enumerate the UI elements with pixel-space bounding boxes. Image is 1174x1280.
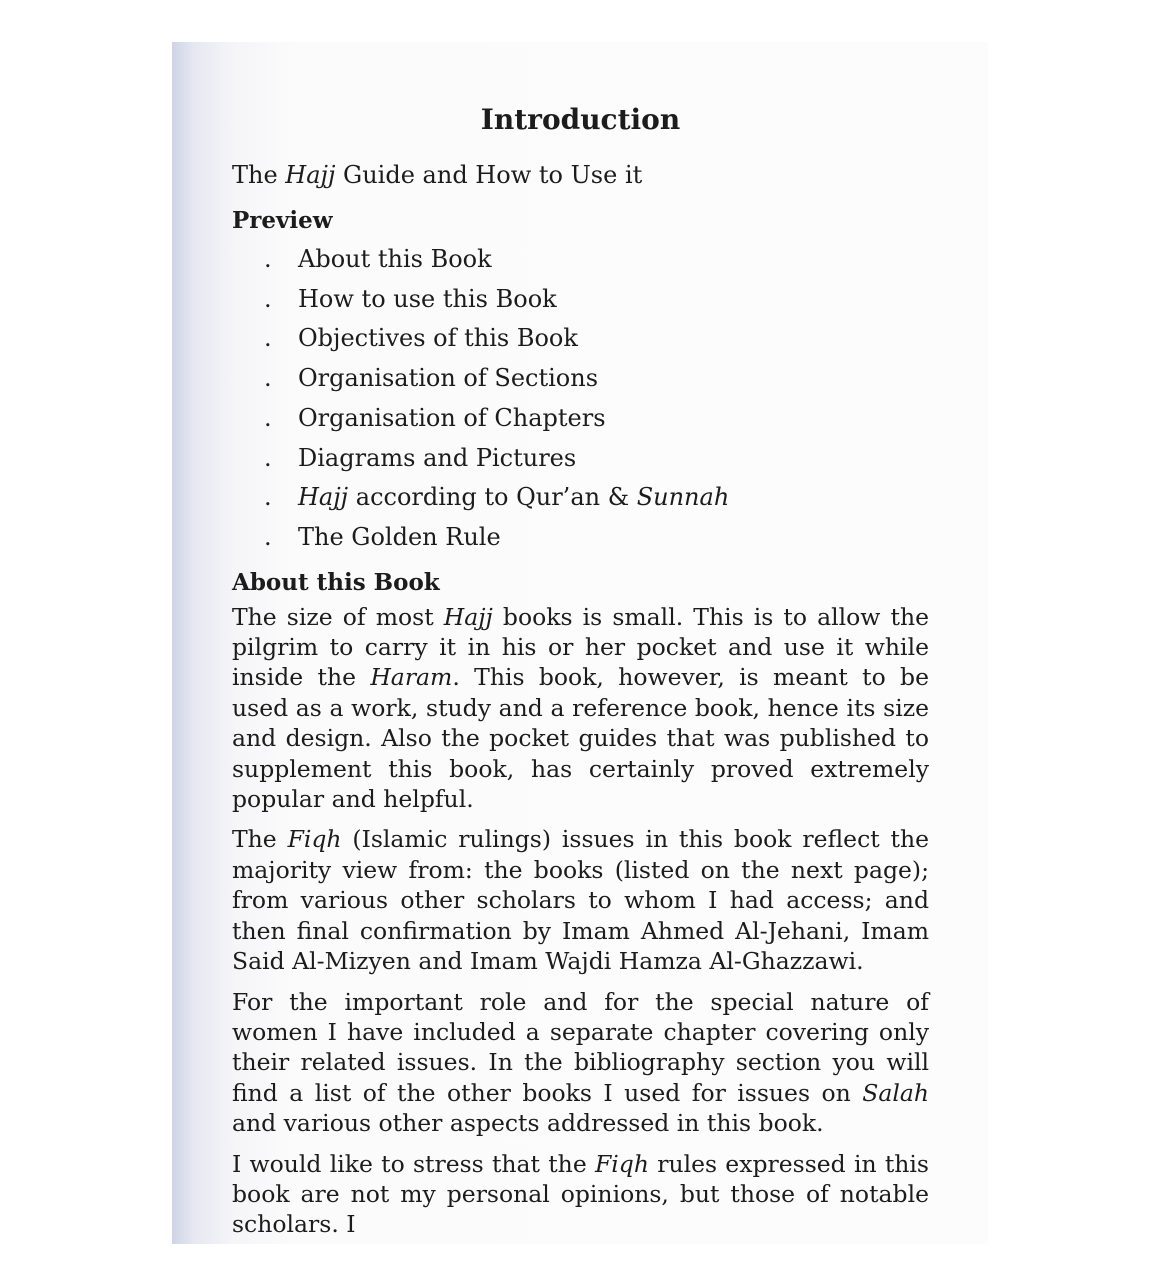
preview-item [232,399,929,439]
paragraph-italic: Salah [862,1078,929,1107]
preview-item [232,319,929,359]
bullet: . [264,324,272,353]
bullet: . [264,364,272,393]
paragraph-italic: Hajj [443,602,493,631]
paragraph-text: books is small. This is to allow the pilgrim to carry it in his or her pocket and use it while inside the [232,602,929,692]
paragraph-text: . This book, however, is meant to be used as a work, study and a reference book, hence its size and design. Also the pocket guides that was published to supplement this book, has certainly proved extremely popular and helpful. [232,663,930,814]
preview-item-label: About this Book [298,245,492,273]
paragraph-text: For the important role and for the special nature of women I have included a separate chapter covering only their related issues. In the bibliography section you will find a list of the other books I used for issues on [232,987,929,1107]
page-content [232,100,929,1240]
paragraph [232,824,929,976]
preview-item-label: The Golden Rule [298,522,501,551]
paragraph-text: I would like to stress that the [232,1149,595,1178]
page-title: Introduction [480,103,681,136]
paragraph [232,1149,929,1240]
preview-item-label: according to Qur’an & [348,483,637,512]
subtitle-italic: Hajj [285,161,336,189]
preview-item-label: How to use this Book [298,284,557,313]
paragraph-text: (Islamic rulings) issues in this book reflect the majority view from: the books (listed on the next page); from various other scholars to whom I had access; and then final confirmation by Imam Ahmed Al-Jehani, Imam Said Al-Mizyen and Imam Wajdi Hamza Al-Ghazzawi. [232,825,929,976]
paragraph-italic: Haram [370,663,453,692]
paragraph-italic: Fiqh [287,825,342,854]
bullet: . [264,245,272,273]
paragraph-text: and various other aspects addressed in this book. [232,1109,824,1138]
about-heading: About this Book [232,568,440,596]
paragraph-text: The [232,825,288,854]
preview-item-label: Organisation of Sections [298,364,599,393]
bullet: . [264,443,272,472]
paragraph [232,602,929,815]
preview-item-italic: Hajj [298,483,349,512]
book-page [172,42,988,1244]
preview-item-label: Objectives of this Book [298,324,578,353]
preview-heading: Preview [232,207,333,234]
preview-item [232,439,929,479]
preview-item [232,359,929,399]
preview-item [232,518,929,558]
paragraph-italic: Fiqh [594,1149,649,1178]
subtitle-text: Guide and How to Use it [335,161,643,189]
preview-item [232,280,929,320]
bullet: . [264,483,272,512]
bullet: . [264,403,272,432]
preview-item-italic: Sunnah [636,483,730,512]
bullet: . [264,522,272,551]
paragraph [232,987,929,1139]
preview-item-label: Organisation of Chapters [298,403,606,432]
paragraph-text: rules expressed in this book are not my personal opinions, but those of notable scholars. I [232,1149,929,1239]
bullet: . [264,284,272,313]
preview-item [232,240,929,280]
subtitle [232,160,929,190]
preview-item [232,478,929,518]
preview-item-label: Diagrams and Pictures [298,443,577,472]
subtitle-text: The [232,161,286,189]
preview-list [232,240,929,558]
paragraph-text: The size of most [232,602,444,631]
